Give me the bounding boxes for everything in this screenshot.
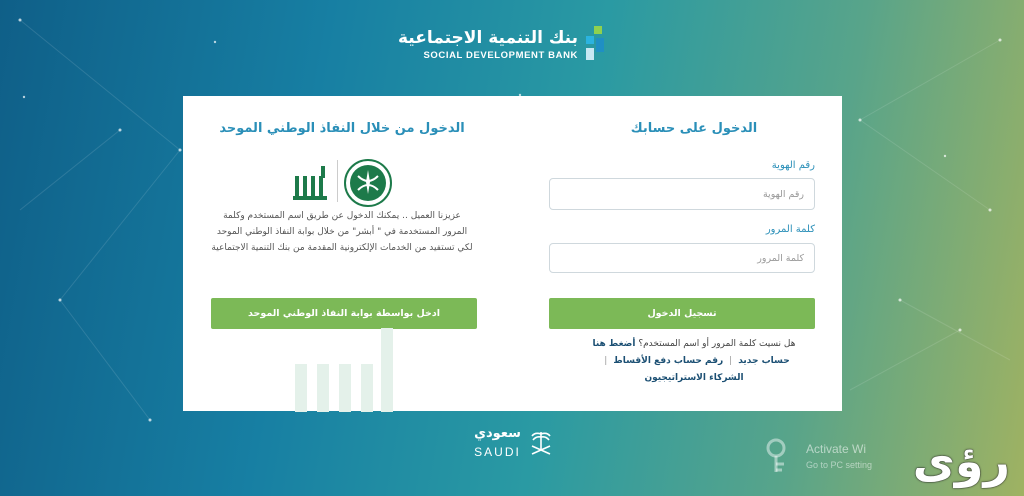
password-input[interactable]: [549, 243, 815, 273]
saudi-arabic-text: سعودي: [474, 426, 521, 441]
partners-link[interactable]: الشركاء الاستراتيجيون: [644, 373, 744, 383]
saudi-english-text: SAUDI: [474, 445, 521, 459]
key-icon: [762, 436, 798, 476]
password-label: كلمة المرور: [765, 224, 815, 235]
bank-mark-icon: [582, 24, 608, 64]
login-card: [183, 96, 842, 411]
bank-name-english: SOCIAL DEVELOPMENT BANK: [423, 50, 578, 61]
login-title: الدخول على حسابك: [630, 121, 758, 136]
account-links: حساب جديد|رقم حساب دفع الأقساط|: [604, 356, 790, 366]
forgot-link[interactable]: أضغط هنا: [592, 339, 636, 349]
saudi-brand: [470, 426, 560, 466]
saudi-emblem-icon: [343, 158, 393, 208]
bank-name-arabic: بنك التنمية الاجتماعية: [397, 28, 578, 48]
nafath-login-button[interactable]: ادخل بواسطة بوابة النفاذ الوطني الموحد: [211, 298, 477, 329]
activate-windows-title: Activate Wi: [806, 442, 867, 456]
forgot-text: هل نسيت كلمة المرور أو اسم المستخدم؟: [638, 339, 796, 349]
absher-watermark-icon: [291, 324, 401, 412]
site-watermark: [888, 432, 1018, 492]
forgot-password: [549, 339, 839, 349]
nafath-description: عزيزنا العميل .. يمكنك الدخول عن طريق اسم المستخدم وكلمة المرور المستخدمة في " أبشر" من خلال بوابة النفاذ الوطني الموحد لكي تستفيد من الخدمات الإلكترونية المقدمة من بنك التنمية الاجتماعية: [211, 211, 473, 253]
login-button[interactable]: تسجيل الدخول: [549, 298, 815, 329]
new-account-link[interactable]: حساب جديد: [738, 356, 790, 366]
id-input[interactable]: [549, 178, 815, 210]
palm-swords-icon: [528, 428, 554, 460]
activate-windows-subtitle: Go to PC setting: [806, 460, 873, 470]
nafath-title: الدخول من خلال النفاذ الوطني الموحد: [219, 121, 465, 136]
bank-logo[interactable]: [397, 22, 614, 66]
logo-divider: [337, 160, 338, 202]
id-label: رقم الهوية: [771, 160, 815, 171]
watermark-text: رؤى: [912, 434, 1010, 488]
installment-account-link[interactable]: رقم حساب دفع الأقساط: [613, 356, 724, 366]
partners-row: [549, 373, 839, 383]
absher-logo-icon: [291, 160, 331, 204]
